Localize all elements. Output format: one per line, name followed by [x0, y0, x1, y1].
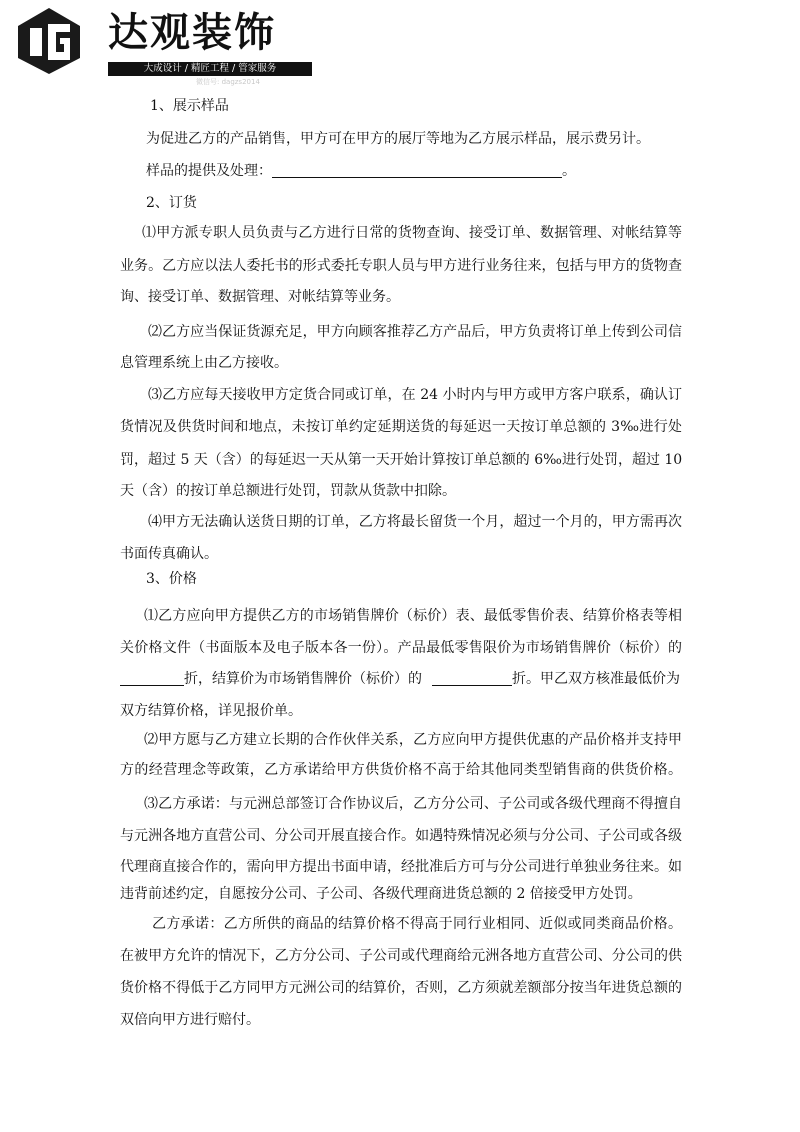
paragraph-line: 息管理系统上由乙方接收。 [120, 355, 288, 371]
fill-blank-min-retail-discount [120, 671, 184, 686]
price-discount-line [120, 669, 680, 689]
paragraph-line: 在被甲方允许的情况下，乙方分公司、子公司或代理商给元洲各地方直营公司、分公司的供 [120, 948, 682, 964]
paragraph-line: ⑵甲方愿与乙方建立长期的合作伙伴关系，乙方应向甲方提供优惠的产品价格并支持甲 [144, 732, 682, 748]
paragraph-line: 双方结算价格，详见报价单。 [120, 703, 302, 719]
paragraph-sample-display: 为促进乙方的产品销售，甲方可在甲方的展厅等地为乙方展示样品，展示费另计。 [146, 131, 650, 147]
company-logo [14, 6, 314, 86]
paragraph-line: ⑶乙方承诺：与元洲总部签订合作协议后，乙方分公司、子公司或各级代理商不得擅自 [144, 796, 682, 812]
paragraph-line: 乙方承诺：乙方所供的商品的结算价格不得高于同行业相同、近似或同类商品价格。 [152, 916, 682, 932]
paragraph-line: 违背前述约定，自愿按分公司、子公司、各级代理商进货总额的 2 倍接受甲方处罚。 [120, 886, 642, 902]
paragraph-line: ⑶乙方应每天接收甲方定货合同或订单，在 24 小时内与甲方或甲方客户联系，确认订 [148, 387, 682, 403]
heading-price: 3、价格 [146, 571, 197, 587]
paragraph-line: 与元洲各地方直营公司、分公司开展直接合作。如遇特殊情况必须与分公司、子公司或各级 [120, 828, 682, 844]
paragraph-line: ⑵乙方应当保证货源充足，甲方向顾客推荐乙方产品后，甲方负责将订单上传到公司信 [148, 324, 682, 340]
sample-handling-label: 样品的提供及处理： [146, 163, 272, 179]
dg-logo-mark-icon [14, 6, 84, 76]
heading-ordering: 2、订货 [146, 195, 197, 211]
paragraph-line: 货情况及供货时间和地点，未按订单约定延期送货的每延迟一天按订单总额的 3‰进行处 [120, 419, 682, 435]
paragraph-line: 天（含）的按订单总额进行处罚，罚款从货款中扣除。 [120, 483, 456, 499]
paragraph-line: ⑷甲方无法确认送货日期的订单，乙方将最长留货一个月，超过一个月的，甲方需再次 [148, 514, 682, 530]
paragraph-line: 方的经营理念等政策，乙方承诺给甲方供货价格不高于给其他同类型销售商的供货价格。 [120, 762, 682, 778]
paragraph-line: 双倍向甲方进行赔付。 [120, 1012, 260, 1028]
paragraph-line: ⑴甲方派专职人员负责与乙方进行日常的货物查询、接受订单、数据管理、对帐结算等 [142, 225, 682, 241]
brand-name: 达观装饰 [108, 10, 276, 56]
paragraph-line: 货价格不得低于乙方同甲方元洲公司的结算价，否则，乙方须就差额部分按当年进货总额的 [120, 980, 682, 996]
paragraph-line: 书面传真确认。 [120, 546, 218, 562]
fill-blank-settlement-discount [432, 671, 512, 686]
price-discount-text-b: 折。甲乙双方核准最低价为 [512, 671, 680, 687]
sample-handling-end: 。 [562, 163, 576, 179]
sample-handling-line [146, 161, 576, 181]
paragraph-line: 代理商直接合作的，需向甲方提出书面申请，经批准后方可与分公司进行单独业务往来。如 [120, 859, 682, 875]
brand-watermark: 微信号: dagzs2014 [196, 78, 260, 86]
paragraph-line: 询、接受订单、数据管理、对帐结算等业务。 [120, 289, 400, 305]
heading-display-samples: 1、展示样品 [150, 98, 229, 114]
price-discount-text-a: 折，结算价为市场销售牌价（标价）的 [184, 671, 422, 687]
fill-blank-sample-handling [272, 163, 562, 178]
paragraph-line: 关价格文件（书面版本及电子版本各一份）。产品最低零售限价为市场销售牌价（标价）的 [120, 640, 682, 656]
paragraph-line: ⑴乙方应向甲方提供乙方的市场销售牌价（标价）表、最低零售价表、结算价格表等相 [144, 608, 682, 624]
brand-tagline: 大成设计 / 精匠工程 / 管家服务 [108, 62, 312, 76]
paragraph-line: 业务。乙方应以法人委托书的形式委托专职人员与甲方进行业务往来，包括与甲方的货物查 [120, 258, 682, 274]
paragraph-line: 罚，超过 5 天（含）的每延迟一天从第一天开始计算按订单总额的 6‰进行处罚，超过 10 [120, 452, 683, 468]
